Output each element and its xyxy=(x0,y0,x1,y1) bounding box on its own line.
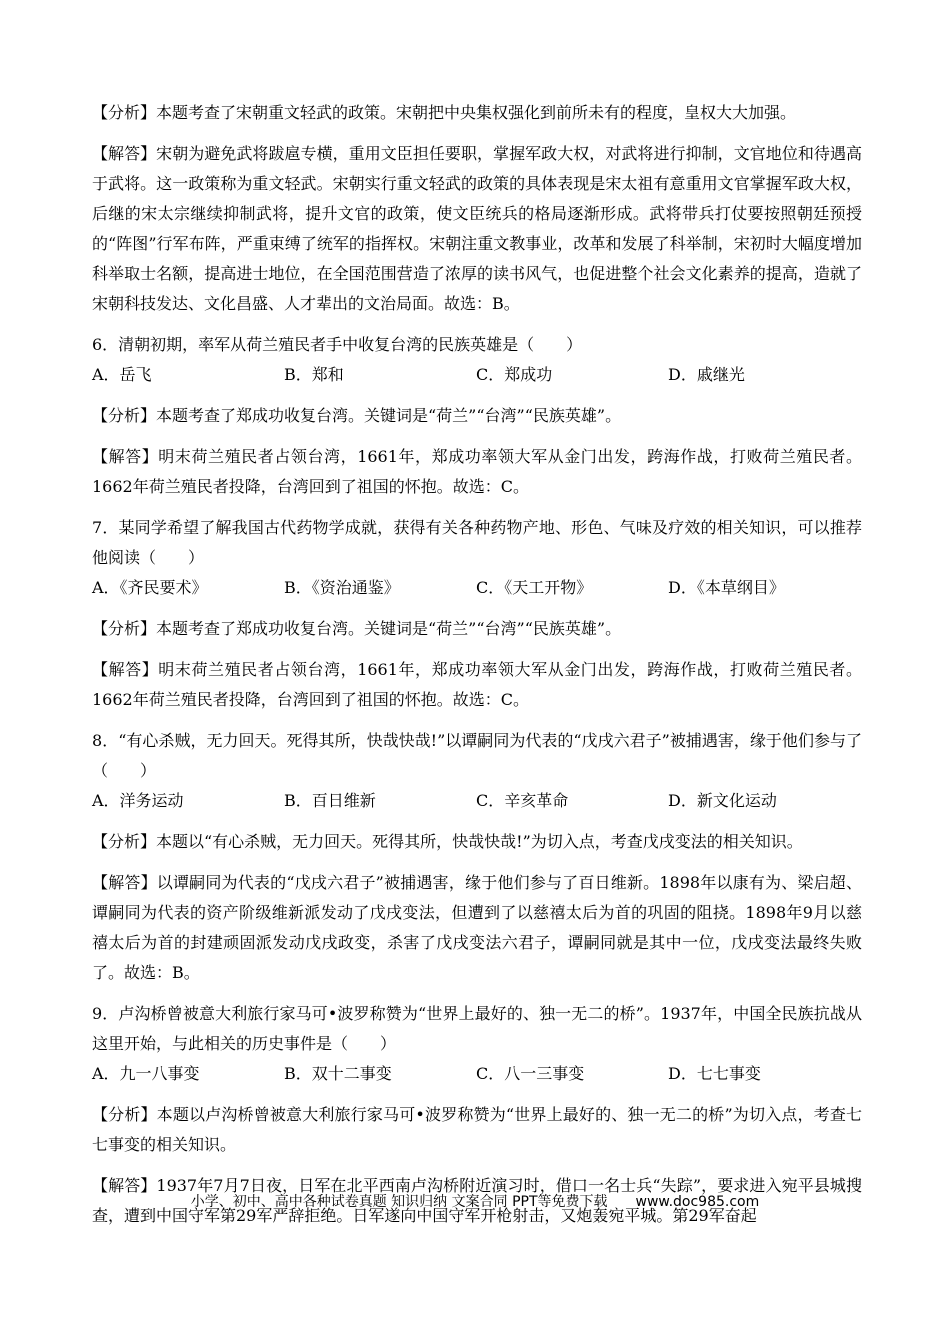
analysis-paragraph: 【分析】本题以“有心杀贼，无力回天。死得其所，快哉快哉!”为切入点，考查戊戌变法的相关知识。 xyxy=(92,832,803,851)
option-b: B．《资治通鉴》 xyxy=(284,578,400,597)
option-c: C．辛亥革命 xyxy=(476,791,569,810)
document-body xyxy=(92,98,862,1242)
answer-paragraph: 【解答】明末荷兰殖民者占领台湾，1661年，郑成功率领大军从金门出发，跨海作战，打败荷兰殖民者。1662年荷兰殖民者投降，台湾回到了祖国的怀抱。故选：C。 xyxy=(92,660,862,709)
answer-paragraph: 【解答】明末荷兰殖民者占领台湾，1661年，郑成功率领大军从金门出发，跨海作战，打败荷兰殖民者。1662年荷兰殖民者投降，台湾回到了祖国的怀抱。故选：C。 xyxy=(92,447,862,496)
question-8: 8．“有心杀贼，无力回天。死得其所，快哉快哉!”以谭嗣同为代表的“戊戌六君子”被捕遇害，缘于他们参与了（ ） xyxy=(92,731,862,780)
analysis-paragraph: 【分析】本题考查了郑成功收复台湾。关键词是“荷兰”“台湾”“民族英雄”。 xyxy=(92,619,622,638)
option-a: A．九一八事变 xyxy=(92,1064,200,1083)
answer-paragraph: 【解答】以谭嗣同为代表的“戊戌六君子”被捕遇害，缘于他们参与了百日维新。1898年以康有为、梁启超、谭嗣同为代表的资产阶级维新派发动了戊戌变法，但遭到了以慈禧太后为首的巩固的阻挠。1898年9月以慈禧太后为首的封建顽固派发动戊戌政变，杀害了戊戌变法六君子，谭嗣同就是其中一位，戊戌变法最终失败了。故选：B。 xyxy=(92,873,862,982)
answer-paragraph: 【解答】1937年7月7日夜，日军在北平西南卢沟桥附近演习时，借口一名士兵“失踪”，要求进入宛平县城搜查，遭到中国守军第29军严辞拒绝。日军遂向中国守军开枪射击，又炮轰宛平城。第29军奋起 xyxy=(92,1176,862,1225)
option-d: D．《本草纲目》 xyxy=(668,578,785,597)
option-a: A．岳飞 xyxy=(92,365,152,384)
option-a: A．洋务运动 xyxy=(92,791,184,810)
answer-paragraph: 【解答】宋朝为避免武将跋扈专横，重用文臣担任要职，掌握军政大权，对武将进行抑制，文官地位和待遇高于武将。这一政策称为重文轻武。宋朝实行重文轻武的政策的具体表现是宋太祖有意重用文官掌握军政大权，后继的宋太宗继续抑制武将，提升文官的政策，使文臣统兵的格局逐渐形成。武将带兵打仗要按照朝廷预授的“阵图”行军布阵，严重束缚了统军的指挥权。宋朝注重文教事业，改革和发展了科举制，宋初时大幅度增加科举取士名额，提高进士地位，在全国范围营造了浓厚的读书风气，也促进整个社会文化素养的提高，造就了宋朝科技发达、文化昌盛、人才辈出的文治局面。故选：B。 xyxy=(92,144,862,313)
option-a: A．《齐民要术》 xyxy=(92,578,208,597)
option-c: C．八一三事变 xyxy=(476,1064,585,1083)
option-c: C．《天工开物》 xyxy=(476,578,593,597)
question-8-options xyxy=(92,786,862,816)
analysis-paragraph: 【分析】本题考查了宋朝重文轻武的政策。宋朝把中央集权强化到前所未有的程度，皇权大大加强。 xyxy=(92,103,797,122)
option-d: D．七七事变 xyxy=(668,1064,761,1083)
option-d: D．戚继光 xyxy=(668,365,745,384)
question-6-options xyxy=(92,360,862,390)
analysis-paragraph: 【分析】本题以卢沟桥曾被意大利旅行家马可•波罗称赞为“世界上最好的、独一无二的桥”为切入点，考查七七事变的相关知识。 xyxy=(92,1105,862,1154)
option-b: B．百日维新 xyxy=(284,791,376,810)
option-b: B．双十二事变 xyxy=(284,1064,392,1083)
question-9-options xyxy=(92,1059,862,1089)
page-footer: 小学、初中、高中各种试卷真题 知识归纳 文案合同 PPT等免费下载 www.doc985.com xyxy=(190,1194,760,1210)
option-c: C．郑成功 xyxy=(476,365,553,384)
question-7-options xyxy=(92,573,862,603)
question-9: 9．卢沟桥曾被意大利旅行家马可•波罗称赞为“世界上最好的、独一无二的桥”。1937年，中国全民族抗战从这里开始，与此相关的历史事件是（ ） xyxy=(92,1004,862,1053)
question-7: 7．某同学希望了解我国古代药物学成就，获得有关各种药物产地、形色、气味及疗效的相关知识，可以推荐他阅读（ ） xyxy=(92,518,862,567)
option-d: D．新文化运动 xyxy=(668,791,777,810)
question-6: 6．清朝初期，率军从荷兰殖民者手中收复台湾的民族英雄是（ ） xyxy=(92,335,583,354)
analysis-paragraph: 【分析】本题考查了郑成功收复台湾。关键词是“荷兰”“台湾”“民族英雄”。 xyxy=(92,406,622,425)
option-b: B．郑和 xyxy=(284,365,344,384)
